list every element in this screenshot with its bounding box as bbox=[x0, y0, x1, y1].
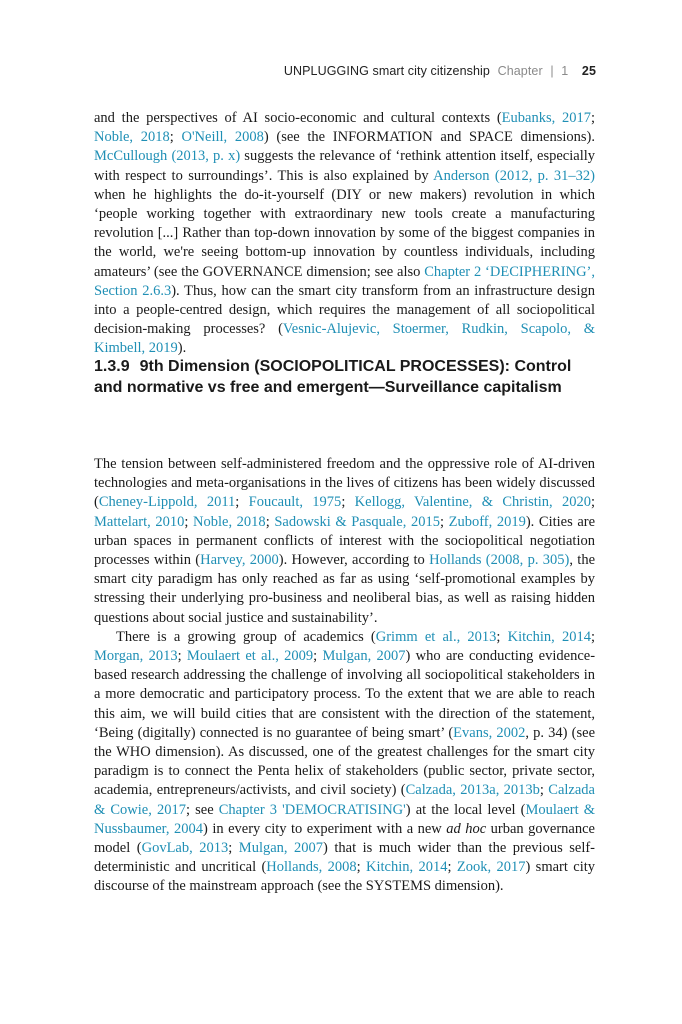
text-run: ; bbox=[313, 648, 323, 665]
body-text-top bbox=[94, 109, 595, 359]
citation-link[interactable]: Cheney-Lippold, 2011 bbox=[98, 494, 236, 511]
text-run: ; bbox=[169, 129, 182, 146]
cross-reference-link[interactable]: Chapter 3 'DEMOCRATISING' bbox=[218, 801, 406, 818]
text-run: ) who are conducting evidence-based research addressing the challenge of involving all sociopolitical stakeholders in a more democratic and participatory process. To the extent that we are able to reach this aim, we will build cities that are consistent with the direction of the statement, ‘Being (digitally) connected is no guarantee of being smart’ ( bbox=[94, 648, 596, 741]
text-run: suggests the relevance of ‘rethink attention itself, especially with respect to surroundings’. This is also explained by bbox=[94, 148, 596, 184]
cross-reference-link[interactable]: Chapter 2 ‘DECIPHERING’, Section 2.6.3 bbox=[94, 263, 595, 299]
citation-link[interactable]: Hollands, 2008 bbox=[266, 859, 357, 876]
section-title: 9th Dimension (SOCIOPOLITICAL PROCESSES): Control and normative vs free and emergent—Surveillance capitalism bbox=[94, 358, 572, 396]
citation-link[interactable]: Mattelart, 2010 bbox=[94, 513, 185, 530]
citation-link[interactable]: Zook, 2017 bbox=[456, 859, 526, 876]
citation-link[interactable]: Vesnic-Alujevic, Stoermer, Rudkin, Scapolo, & Kimbell, 2019 bbox=[94, 321, 595, 357]
text-run: There is a growing group of academics ( bbox=[116, 628, 376, 645]
emphasis-text: ad hoc bbox=[446, 820, 487, 837]
paragraph-1 bbox=[94, 109, 595, 359]
citation-link[interactable]: Sadowski & Pasquale, 2015 bbox=[274, 513, 440, 530]
text-run: ; bbox=[177, 648, 187, 665]
citation-link[interactable]: Calzada & Cowie, 2017 bbox=[94, 782, 595, 818]
text-run: ). Cities are urban spaces in permanent conflicts of interest with the sociopolitical negotiation processes within ( bbox=[94, 513, 596, 569]
chapter-label: Chapter bbox=[497, 64, 543, 78]
citation-link[interactable]: McCullough (2013, p. x) bbox=[94, 148, 241, 165]
header-separator: | bbox=[550, 64, 554, 78]
citation-link[interactable]: Mulgan, 2007 bbox=[322, 648, 406, 665]
text-run: ) at the local level ( bbox=[405, 801, 526, 818]
text-run: ; bbox=[539, 782, 549, 799]
text-run: urban governance model ( bbox=[94, 820, 595, 857]
citation-link[interactable]: O'Neill, 2008 bbox=[181, 129, 264, 146]
citation-link[interactable]: Kitchin, 2014 bbox=[507, 628, 591, 645]
citation-link[interactable]: Anderson (2012, p. 31–32) bbox=[433, 167, 595, 184]
text-run: ) (see the INFORMATION and SPACE dimensions). bbox=[263, 129, 595, 146]
section-number: 1.3.9 bbox=[94, 358, 130, 375]
paragraph-2 bbox=[94, 455, 595, 628]
text-run: ). Thus, how can the smart city transform from an infrastructure design into a people-centred design, which requires the management of all sociopolitical decision-making processes? ( bbox=[94, 282, 595, 338]
paragraph-3 bbox=[94, 628, 595, 897]
citation-link[interactable]: Foucault, 1975 bbox=[248, 494, 342, 511]
text-run: ; bbox=[590, 110, 595, 126]
text-run: , p. 34) (see the WHO dimension). As discussed, one of the greatest challenges for the smart city paradigm is to connect the Penta helix of stakeholders (public sector, private sector, academia, entrepreneurs/activists, and civil society) ( bbox=[94, 724, 596, 799]
text-run: ). However, according to bbox=[278, 552, 430, 569]
text-run: and the perspectives of AI socio-economic and cultural contexts ( bbox=[94, 110, 502, 126]
citation-link[interactable]: Moulaert et al., 2009 bbox=[186, 648, 314, 665]
text-run: , the smart city paradigm has only reached as far as using ‘self-promotional examples by stressing their underlying pro-business and neoliberal bias, as well as raising hidden questions about social justice and sustainability’. bbox=[94, 552, 595, 626]
text-run: ; bbox=[447, 859, 457, 876]
text-run: ; bbox=[184, 513, 194, 530]
text-run: The tension between self-administered freedom and the oppressive role of AI-driven technologies and meta-organisations in the lives of citizens has been widely discussed ( bbox=[94, 456, 595, 511]
citation-link[interactable]: Zuboff, 2019 bbox=[448, 513, 526, 530]
text-run: ) smart city discourse of the mainstream approach (see the SYSTEMS dimension). bbox=[94, 859, 596, 895]
citation-link[interactable]: Calzada, 2013a, 2013b bbox=[405, 782, 540, 799]
text-run: ). bbox=[177, 340, 187, 357]
citation-link[interactable]: Evans, 2002 bbox=[453, 724, 526, 741]
text-run: ; bbox=[265, 513, 275, 530]
citation-link[interactable]: Morgan, 2013 bbox=[94, 648, 178, 665]
running-head bbox=[284, 64, 596, 78]
text-run: ; see bbox=[185, 801, 219, 818]
chapter-number: 1 bbox=[561, 64, 569, 78]
citation-link[interactable]: Kitchin, 2014 bbox=[366, 859, 448, 876]
citation-link[interactable]: Grimm et al., 2013 bbox=[375, 628, 497, 645]
text-run: ; bbox=[341, 494, 355, 511]
text-run: ; bbox=[235, 494, 249, 511]
citation-link[interactable]: Moulaert & Nussbaumer, 2004 bbox=[94, 801, 596, 837]
section-heading bbox=[94, 356, 595, 398]
citation-link[interactable]: Noble, 2018 bbox=[94, 129, 170, 146]
running-title: UNPLUGGING smart city citizenship bbox=[283, 64, 490, 78]
text-run: ; bbox=[590, 628, 596, 645]
citation-link[interactable]: Noble, 2018 bbox=[193, 513, 266, 530]
citation-link[interactable]: Kellogg, Valentine, & Christin, 2020 bbox=[354, 494, 591, 511]
citation-link[interactable]: GovLab, 2013 bbox=[141, 840, 229, 857]
text-run: ; bbox=[228, 840, 239, 857]
citation-link[interactable]: Eubanks, 2017 bbox=[501, 110, 591, 126]
citation-link[interactable]: Hollands (2008, p. 305) bbox=[429, 552, 570, 569]
text-run: ; bbox=[439, 513, 449, 530]
text-run: ; bbox=[356, 859, 367, 876]
page-number: 25 bbox=[581, 64, 596, 78]
citation-link[interactable]: Harvey, 2000 bbox=[200, 552, 279, 569]
text-run: when he highlights the do-it-yourself (DIY or new makers) revolution in which ‘people working together with extraordinary new tools create a manufacturing revolution [...] Rather than top-down innovation by some of the biggest companies in the world, we're seeing bottom-up innovation by countless individuals, including amateurs’ (see the GOVERNANCE dimension; see also bbox=[94, 186, 595, 280]
citation-link[interactable]: Mulgan, 2007 bbox=[238, 840, 324, 857]
body-text-bottom bbox=[94, 455, 595, 897]
text-run: ; bbox=[496, 628, 508, 645]
text-run: ; bbox=[590, 494, 596, 511]
text-run: ) in every city to experiment with a new bbox=[203, 820, 447, 837]
text-run: ) that is much wider than the previous self-deterministic and uncritical ( bbox=[94, 840, 596, 876]
